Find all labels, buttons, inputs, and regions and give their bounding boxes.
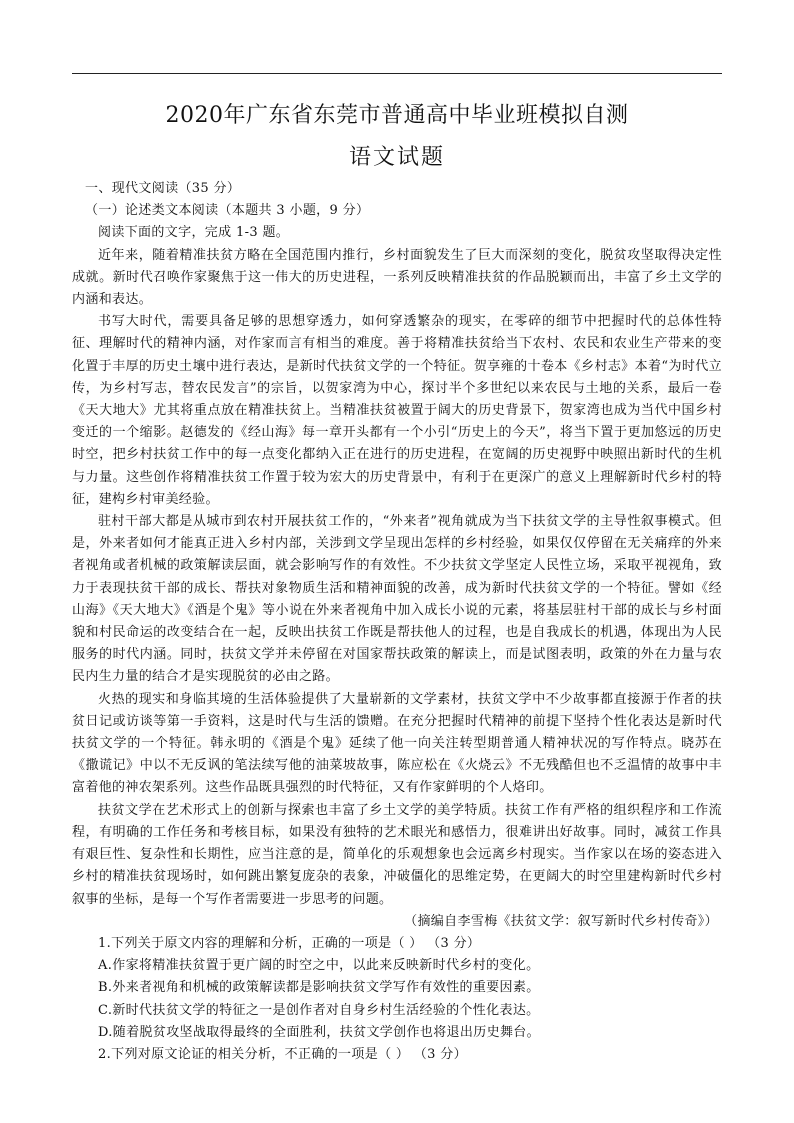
passage-paragraph-5: 扶贫文学在艺术形式上的创新与探索也丰富了乡土文学的美学特质。扶贫工作有严格的组织程序和工作流程，有明确的工作任务和考核目标，如果没有独特的艺术眼光和感悟力，很难讲出好故事。同时，减贫工作具有艰巨性、复杂性和长期性，应当注意的是，简单化的乐观想象也会远离乡村现实。当作家以在场的姿态进入乡村的精准扶贫现场时，如何跳出繁复庞杂的表象，冲破僵化的思维定势，在更阔大的时空里建构新时代乡村叙事的坐标，是每一个写作者需要进一步思考的问题。 [72, 802, 722, 907]
section-sub-heading: （一）论述类文本阅读（本题共 3 小题，9 分） [85, 203, 370, 219]
question-1-option-c: C.新时代扶贫文学的特征之一是创作者对自身乡村生活经验的个性化表达。 [98, 1002, 540, 1018]
exam-body [72, 178, 722, 1066]
question-2-stem: 2.下列对原文论证的相关分析，不正确的一项是（ ） （3 分） [98, 1046, 467, 1062]
passage-paragraph-1: 近年来，随着精准扶贫方略在全国范围内推行，乡村面貌发生了巨大而深刻的变化，脱贫攻坚取得决定性成就。新时代召唤作家聚焦于这一伟大的历史进程，一系列反映精准扶贫的作品脱颖而出，丰富了乡土文学的内涵和表达。 [72, 247, 722, 308]
question-1-option-b: B.外来者视角和机械的政策解读都是影响扶贫文学写作有效性的重要因素。 [98, 980, 540, 996]
question-1-option-a: A.作家将精准扶贫置于更广阔的时空之中，以此来反映新时代乡村的变化。 [98, 958, 540, 974]
reading-instruction: 阅读下面的文字，完成 1-3 题。 [98, 225, 290, 241]
passage-paragraph-4: 火热的现实和身临其境的生活体验提供了大量崭新的文学素材，扶贫文学中不少故事都直接源于作者的扶贫日记或访谈等第一手资料，这是时代与生活的馈赠。在充分把握时代精神的前提下坚持个性化表达是新时代扶贫文学的一个特征。韩永明的《酒是个鬼》延续了他一向关注转型期普通人精神状况的写作特点。晓苏在《撒谎记》中以不无反讽的笔法续写他的油菜坡故事，陈应松在《火烧云》不无残酷但也不乏温情的故事中丰富着他的神农架系列。这些作品既具强烈的时代特征，又有作家鲜明的个人烙印。 [72, 691, 722, 796]
page-title: 2020年广东省东莞市普通高中毕业班模拟自测 [165, 103, 629, 128]
question-1-stem: 1.下列关于原文内容的理解和分析，正确的一项是（ ） （3 分） [98, 935, 481, 951]
passage-source: （摘编自李雪梅《扶贫文学：叙写新时代乡村传奇》） [404, 913, 718, 929]
question-1-option-d: D.随着脱贫攻坚战取得最终的全面胜利，扶贫文学创作也将退出历史舞台。 [98, 1024, 540, 1040]
page-subtitle: 语文试题 [348, 145, 445, 170]
section-heading: 一、现代文阅读（35 分） [85, 181, 241, 196]
passage-paragraph-3: 驻村干部大都是从城市到农村开展扶贫工作的，“外来者”视角就成为当下扶贫文学的主导性叙事模式。但是，外来者如何才能真正进入乡村内部，关涉到文学呈现出怎样的乡村经验，如果仅仅停留在无关痛痒的外来者视角或者机械的政策解读层面，就会影响写作的有效性。不少扶贫文学坚定人民性立场，采取平视视角，致力于表现扶贫干部的成长、帮扶对象物质生活和精神面貌的改善，成为新时代扶贫文学的一个特征。譬如《经山海》《天大地大》《酒是个鬼》等小说在外来者视角中加入成长小说的元素，将基层驻村干部的成长与乡村面貌和村民命运的改变结合在一起，反映出扶贫工作既是帮扶他人的过程，也是自我成长的机遇，体现出为人民服务的时代内涵。同时，扶贫文学并未停留在对国家帮扶政策的解读上，而是试图表明，政策的外在力量与农民内生力量的结合才是实现脱贫的必由之路。 [72, 514, 722, 685]
passage-paragraph-2: 书写大时代，需要具备足够的思想穿透力，如何穿透繁杂的现实，在零碎的细节中把握时代的总体性特征、理解时代的精神内涵，对作家而言有相当的难度。善于将精准扶贫给当下农村、农民和农业生产带来的变化置于丰厚的历史土壤中进行表达，是新时代扶贫文学的一个特征。贺享雍的十卷本《乡村志》本着“为时代立传，为乡村写志，替农民发言”的宗旨，以贺家湾为中心，探讨半个多世纪以来农民与土地的关系，最后一卷《天大地大》尤其将重点放在精准扶贫上。当精准扶贫被置于阔大的历史背景下，贺家湾也成为当代中国乡村变迁的一个缩影。赵德发的《经山海》每一章开头都有一个小引“历史上的今天”，将当下置于更加悠远的历史时空，把乡村扶贫工作中的每一点变化都纳入正在进行的历史进程，在宽阔的历史视野中映照出新时代的生机与力量。这些创作将精准扶贫工作置于较为宏大的历史背景中，有利于在更深广的意义上理解新时代乡村的特征，建构乡村审美经验。 [72, 314, 722, 507]
header-rule [72, 73, 722, 74]
